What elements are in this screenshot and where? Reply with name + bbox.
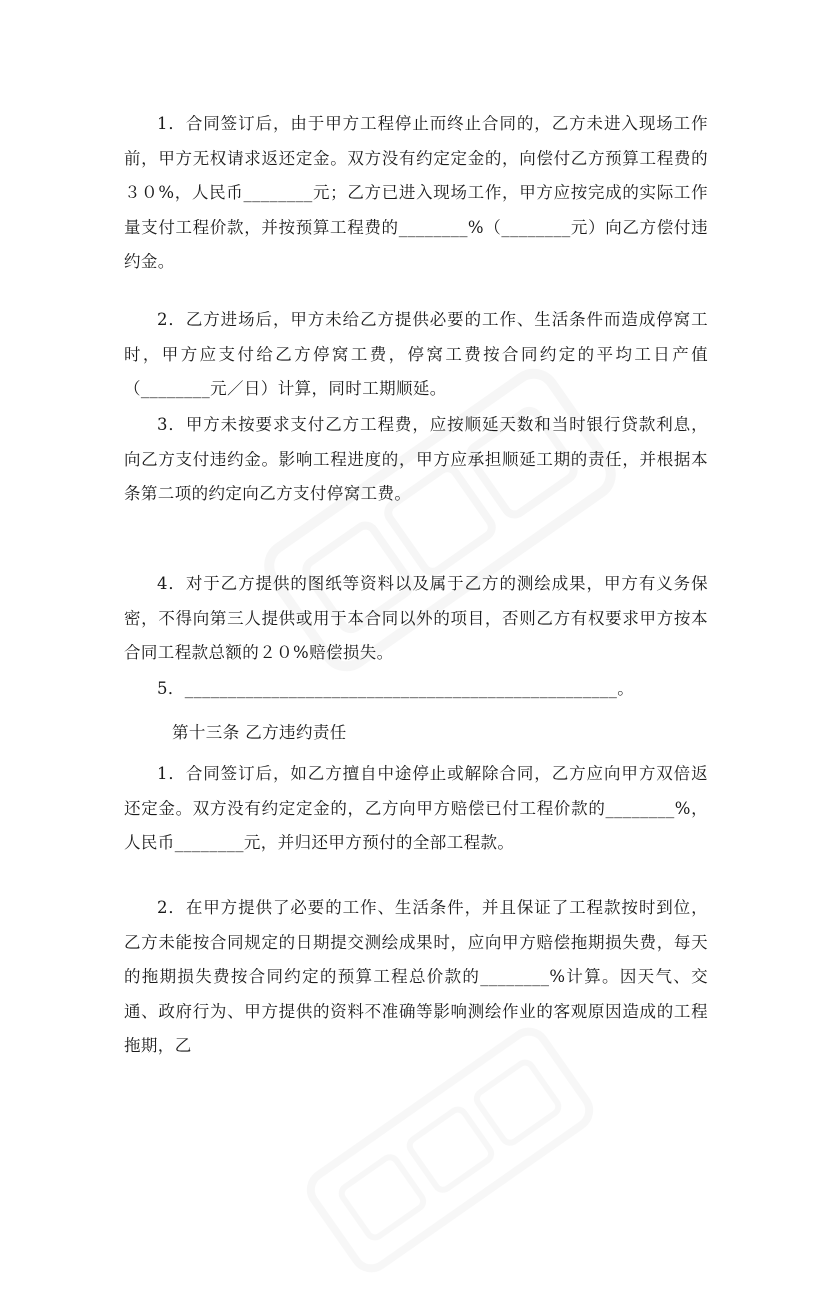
clause-13-2-paragraph: 2．在甲方提供了必要的工作、生活条件，并且保证了工程款按时到位，乙方未能按合同规定的日期提交测绘成果时，应向甲方赔偿拖期损失费，每天的拖期损失费按合同约定的预算工程总价款的________%计算。因天气、交通、政府行为、甲方提供的资料不准确等影响测绘作业的客观原因造成的工程拖期，乙 <box>124 898 708 1056</box>
clause-12-2-paragraph: 2．乙方进场后，甲方未给乙方提供必要的工作、生活条件而造成停窝工时，甲方应支付给乙方停窝工费，停窝工费按合同约定的平均工日产值（________元／日）计算，同时工期顺延。 <box>124 310 708 399</box>
article-13-heading: 第十三条 乙方违约责任 <box>172 723 347 742</box>
clause-12-1-paragraph: 1．合同签订后，由于甲方工程停止而终止合同的，乙方未进入现场工作前，甲方无权请求返还定金。双方没有约定定金的，向偿付乙方预算工程费的３０%，人民币________元；乙方已进入现场工作，甲方应按完成的实际工作量支付工程价款，并按预算工程费的________%（________元）向乙方偿付违约金。 <box>124 114 708 272</box>
clause-12-5-paragraph: 5．__________________________________________________。 <box>157 679 635 698</box>
clause-12-4-paragraph: 4．对于乙方提供的图纸等资料以及属于乙方的测绘成果，甲方有义务保密，不得向第三人提供或用于本合同以外的项目，否则乙方有权要求甲方按本合同工程款总额的２０%赔偿损失。 <box>124 574 708 663</box>
clause-12-3-paragraph: 3．甲方未按要求支付乙方工程费，应按顺延天数和当时银行贷款利息，向乙方支付违约金。影响工程进度的，甲方应承担顺延工期的责任，并根据本条第二项的约定向乙方支付停窝工费。 <box>124 415 708 504</box>
clause-13-1-paragraph: 1．合同签订后，如乙方擅自中途停止或解除合同，乙方应向甲方双倍返还定金。双方没有约定定金的，乙方向甲方赔偿已付工程价款的________%，人民币________元，并归还甲方预付的全部工程款。 <box>124 764 708 853</box>
